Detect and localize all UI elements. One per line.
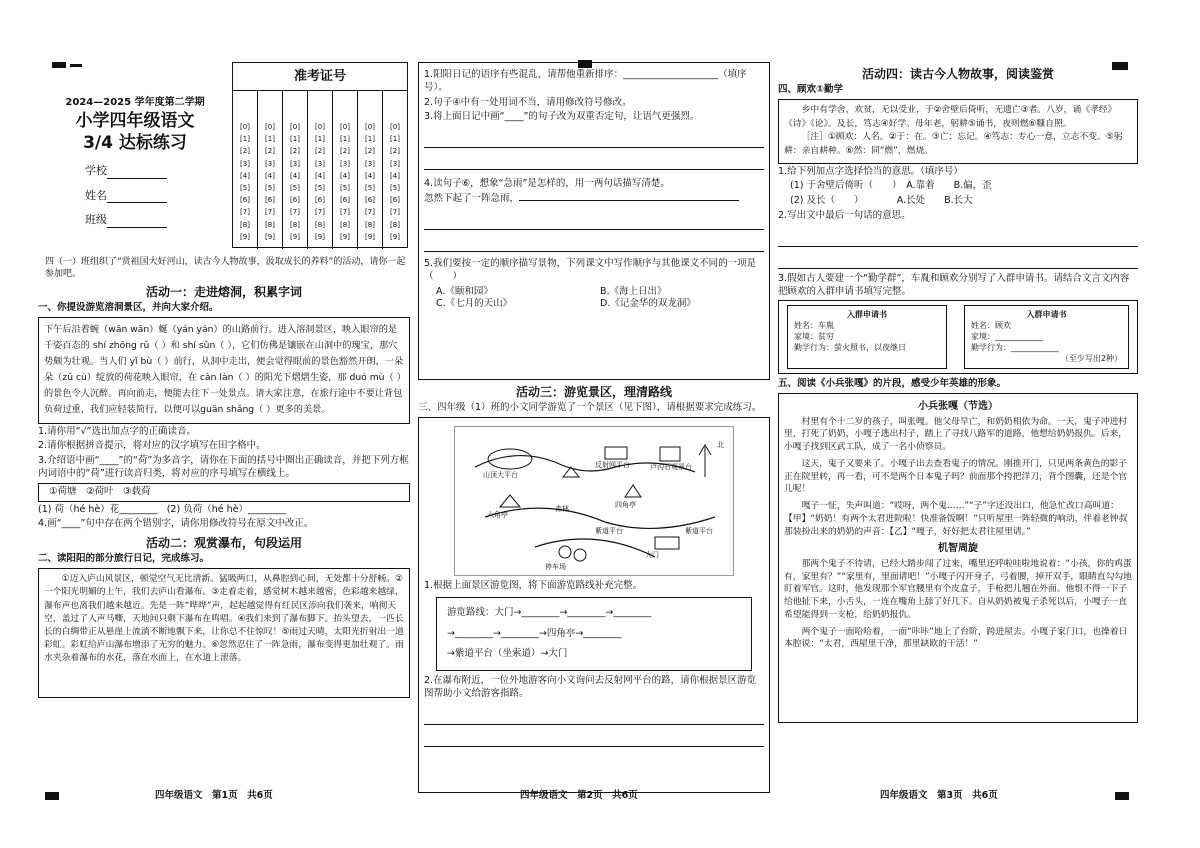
story-paragraph: 嘎子一怔，失声叫道：“哎呀，两个鬼……”“子”字还没出口，他急忙改口高叫道：【甲】“奶奶！有两个太君进院啦！快准备饭啊！”只听屋里一阵轻微的响动，伴着老钟叔那装扮出来的奶奶的声音：【乙】“嘎子，好好把太君往屋里请。”	[784, 501, 1128, 537]
exam-id-digit[interactable]: [2]	[240, 147, 250, 156]
map-label: 四角亭	[615, 501, 636, 509]
answer-line[interactable]	[424, 230, 764, 252]
classical-text: 乡中有学舍，欢贫，无以受业，于②舍壁后倚听，无遗亡③者。八岁，诵《孝经》《诗》《论》。及长，笃志④好学。母年老，躬耕⑤诵书，夜则燃⑥糠自照。	[784, 105, 1117, 129]
exam-id-digit[interactable]: [8]	[265, 220, 275, 229]
activity-4-title: 活动四：读古今人物故事，阅读鉴赏	[861, 67, 1054, 81]
exam-id-digit[interactable]: [8]	[340, 220, 350, 229]
exam-id-digit[interactable]: [4]	[390, 171, 400, 180]
story-subheading: 机智周旋	[938, 543, 978, 555]
exam-id-digit[interactable]: [4]	[340, 171, 350, 180]
exam-id-digit[interactable]: [3]	[265, 159, 275, 168]
q3-2: 2.在瀑布附近，一位外地游客向小文询问去反射网平台的路，请你根据景区游览图帮助小文给游客指路。	[424, 675, 757, 700]
route-line[interactable]: 游览路线：大门→________→________→________	[447, 606, 652, 618]
footer-page-1: 四年级语文 第1页 共6页	[155, 790, 273, 801]
passage-box	[38, 317, 410, 424]
column-3	[778, 62, 1138, 723]
registration-mark	[45, 792, 59, 800]
school-field[interactable]: 学校	[85, 164, 225, 179]
map-label: 卢沟石观景台	[650, 463, 692, 471]
intro-text: 四（一）班组织了“赏祖国大好河山，读古今人物故事，汲取成长的养料”的活动，请你一起参加吧。	[45, 257, 406, 280]
option-c[interactable]: C.《七月的天山》	[436, 298, 513, 310]
answer-line[interactable]	[424, 148, 764, 170]
diary-box	[38, 568, 410, 698]
exam-id-digit[interactable]: [3]	[390, 159, 400, 168]
title-block	[45, 96, 225, 228]
map-label: 六角亭	[487, 511, 508, 519]
exam-id-digit[interactable]: [7]	[290, 208, 300, 217]
answer-line[interactable]	[424, 703, 764, 725]
exam-id-digit[interactable]: [6]	[340, 196, 350, 205]
exam-id-digit[interactable]: [8]	[290, 220, 300, 229]
exam-id-digit[interactable]: [2]	[365, 147, 375, 156]
name-field[interactable]: 姓名	[85, 189, 225, 204]
exam-id-digit[interactable]: [0]	[390, 123, 400, 131]
exam-id-grid[interactable]	[233, 91, 407, 249]
q2-4-start[interactable]: 忽然下起了一阵急雨，	[424, 193, 764, 206]
exam-id-digit[interactable]: [5]	[365, 184, 375, 193]
registration-mark	[70, 64, 82, 67]
exam-id-digit[interactable]: [7]	[365, 208, 375, 217]
exam-id-digit[interactable]: [4]	[265, 171, 275, 180]
exam-id-digit[interactable]: [7]	[240, 208, 250, 217]
map-label: 紫道平台	[595, 527, 623, 535]
exam-id-column[interactable]	[308, 91, 333, 249]
route-box[interactable]	[436, 597, 752, 671]
q2-1[interactable]: 1.阳阳日记的语序有些混乱，请帮他重新排序：____________________（填序号）。	[424, 69, 747, 93]
north-label: 北	[717, 441, 724, 449]
exam-id-digit[interactable]: [2]	[315, 147, 325, 156]
exam-id-digit[interactable]: [6]	[390, 196, 400, 205]
story-title: 小兵张嘎（节选）	[918, 401, 998, 413]
story-box	[778, 393, 1138, 723]
exam-id-digit[interactable]: [2]	[340, 147, 350, 156]
activity-3-title: 活动三：游览景区，理清路线	[515, 385, 672, 399]
activity-3-box	[418, 417, 770, 793]
question-3-heading: 三、四年级（1）班的小文同学游览了一个景区（见下图），请根据要求完成练习。	[418, 402, 762, 414]
exam-id-digit[interactable]: [4]	[315, 171, 325, 180]
exam-id-digit[interactable]: [1]	[340, 135, 350, 144]
activity-2-title: 活动二：观赏瀑布，句段运用	[145, 536, 302, 551]
exam-id-digit[interactable]: [0]	[290, 123, 300, 131]
exam-id-digit[interactable]: [0]	[365, 123, 375, 131]
question-1-heading: 一、你提设游览溶洞景区，并向大家介绍。	[38, 302, 219, 314]
exam-id-digit[interactable]: [9]	[265, 232, 275, 241]
q4-1-1[interactable]: (1) 于舍壁后倚听（ ） A.靠着 B.偏，歪	[790, 180, 992, 192]
exam-id-digit[interactable]: [7]	[390, 208, 400, 217]
option-a[interactable]: A.《颐和园》	[436, 285, 493, 297]
q4-2: 2.写出文中最后一句话的意思。	[778, 209, 911, 221]
exam-id-digit[interactable]: [0]	[265, 123, 275, 131]
exam-id-digit[interactable]: [9]	[365, 232, 375, 241]
exam-id-digit[interactable]: [9]	[240, 232, 250, 241]
answer-line[interactable]	[778, 247, 1138, 269]
exam-id-digit[interactable]: [0]	[240, 123, 250, 131]
exam-id-digit[interactable]: [6]	[315, 196, 325, 205]
exam-id-column[interactable]	[333, 91, 358, 249]
exam-id-digit[interactable]: [5]	[390, 184, 400, 193]
registration-mark	[1115, 792, 1129, 800]
exam-id-digit[interactable]: [3]	[365, 159, 375, 168]
exam-id-digit[interactable]: [7]	[315, 208, 325, 217]
school-year: 2024—2025 学年度第二学期	[65, 97, 205, 108]
application-box	[778, 300, 1138, 374]
answer-line[interactable]	[424, 208, 764, 230]
exam-id-digit[interactable]: [1]	[240, 135, 250, 144]
exam-id-box[interactable]	[232, 62, 408, 248]
map-drawing	[455, 427, 745, 575]
q1-1: 1.请你用“√”选出加点字的正确读音。	[38, 425, 196, 437]
exam-id-digit[interactable]: [2]	[265, 147, 275, 156]
registration-mark	[52, 62, 66, 68]
exam-id-digit[interactable]: [4]	[240, 171, 250, 180]
exam-id-digit[interactable]: [7]	[340, 208, 350, 217]
activity-1-title: 活动一：走进熔洞，积累字词	[145, 285, 302, 299]
activity-1	[38, 280, 410, 698]
exam-id-column[interactable]	[233, 91, 258, 249]
q4-1: 1.给下列加点字选择恰当的意思。（填序号）	[778, 165, 963, 177]
exam-id-digit[interactable]: [9]	[315, 232, 325, 241]
route-line[interactable]: →________→________→四角亭→________	[447, 627, 622, 639]
exam-id-digit[interactable]: [1]	[265, 135, 275, 144]
exam-id-column[interactable]	[283, 91, 308, 249]
application-card-2[interactable]: 入群申请书 姓名：顾欢 家境：____________ 勤学行为：____________ （至少写出2种）	[964, 305, 1129, 369]
q4-1-2[interactable]: (2) 及长（ ） A.长处 B.长大	[790, 195, 973, 207]
map-label: 反射网平台	[595, 461, 630, 469]
exam-id-digit[interactable]: [6]	[240, 196, 250, 205]
class-field[interactable]: 班级	[85, 213, 225, 228]
notes: ［注］①顾欢：人名。②于：在。③亡：忘记。④笃志：专心一意，立志不变。⑤躬耕：亲自耕种。⑥然：同“燃”，燃烧。	[784, 132, 1123, 156]
q2-5: 5.我们要按一定的顺序描写景物，下列课文中写作顺序与其他课文不同的一项是（ ）	[424, 257, 757, 282]
q2-2: 2.句子④中有一处用词不当，请用修改符号修改。	[424, 96, 632, 108]
exam-id-digit[interactable]: [6]	[365, 196, 375, 205]
exam-id-digit[interactable]: [3]	[240, 159, 250, 168]
column-2	[418, 62, 770, 793]
exam-id-digit[interactable]: [3]	[340, 159, 350, 168]
map-label: 紫道平台	[685, 527, 713, 535]
option-d[interactable]: D.《记金华的双龙洞》	[600, 298, 696, 310]
map-label: 山顶大平台	[483, 471, 518, 479]
exam-id-digit[interactable]: [1]	[290, 135, 300, 144]
exam-id-column[interactable]	[258, 91, 283, 249]
exam-id-digit[interactable]: [3]	[315, 159, 325, 168]
footer-page-3: 四年级语文 第3页 共6页	[880, 790, 998, 801]
question-2-heading: 二、读阳阳的部分旅行日记，完成练习。	[38, 553, 210, 565]
word-box: ①荷塘 ②荷叶 ③载荷	[38, 483, 410, 502]
exam-id-digit[interactable]: [5]	[290, 184, 300, 193]
exam-id-digit[interactable]: [5]	[315, 184, 325, 193]
q1-3-answers[interactable]: (1) 荷（hé hè）花________ (2) 负荷（hé hè）________	[38, 503, 286, 515]
options	[436, 286, 764, 312]
page-title: 小学四年级语文	[75, 110, 195, 131]
exam-id-digit[interactable]: [9]	[290, 232, 300, 241]
page-subtitle: 3/4 达标练习	[83, 132, 187, 153]
exam-id-digit[interactable]: [5]	[340, 184, 350, 193]
exam-id-digit[interactable]: [5]	[240, 184, 250, 193]
exam-id-digit[interactable]: [9]	[390, 232, 400, 241]
exam-id-column[interactable]	[383, 91, 407, 249]
story-paragraph: 这天，鬼子又要来了。小嘎子出去查看鬼子的情况。刚推开门，只见两条黄色的影子正在院里转，再一看，可不是两个日本鬼子吗？前面那个挎把洋刀，背个图囊，还是个官儿呢！	[784, 458, 1128, 495]
diary-text: ①迈入庐山风景区，顿觉空气无比清新。猛吸两口，从鼻腔到心间，无处都十分舒畅。②一个阳光明媚的上午，我们去庐山看瀑布。③走着走着，感觉树木越来越密，色彩越来越绿，瀑布声也离我们越来越近。先是一阵“哗哗”声，起起越觉得有红民区添向我们袭来，响彻天空，盖过了人声马嘶，天地间只剩下瀑布在鸣唱。④我们来到了瀑布脚下。抬头望去，一匹长长的白绸带正从悬崖上流淌不断地飘下来，让你总不住惊叹！⑤雨过天晴，太阳光折射出一道彩虹。彩虹给庐山瀑布增添了无穷的魅力。⑥忽然忍住了一阵急雨，瀑布变得更加壮观了。雨水夹杂着瀑布的水花，落在水面上，在水道上滚落。	[44, 574, 404, 664]
exam-id-digit[interactable]: [4]	[290, 171, 300, 180]
footer-page-2: 四年级语文 第2页 共6页	[520, 790, 638, 801]
classical-text-box	[778, 99, 1138, 164]
exam-id-digit[interactable]: [2]	[390, 147, 400, 156]
exam-id-digit[interactable]: [0]	[315, 123, 325, 131]
exam-id-digit[interactable]: [8]	[240, 220, 250, 229]
exam-id-digit[interactable]: [0]	[340, 123, 350, 131]
exam-id-digit[interactable]: [8]	[365, 220, 375, 229]
q1-2: 2.请你根据拼音提示，将对应的汉字填写在田字格中。	[38, 440, 266, 452]
story-paragraph: 那两个鬼子不待请，已经大踏步闯了过来，嘴里还呼啦哇啦地说着：“小孩，你的鸡蛋有，家里有？”“家里有，里面请吧！”小嘎子闪开身子，弓着腰，掉开双手，眼睛直勾勾地盯着军官。这时，他发现那个军官腰里有个皮盒子，手枪把儿翘在外面。他恨不得一下子给他扯下来，小舌头，一连在嘴角上舔了好几下。自从奶奶被鬼子杀死以后，小嘎子一直希望能得到一支枪，给奶奶报仇。	[784, 558, 1132, 620]
activity-2-questions	[418, 62, 770, 380]
exam-id-digit[interactable]: [8]	[315, 220, 325, 229]
exam-id-digit[interactable]: [7]	[265, 208, 275, 217]
exam-id-digit[interactable]: [4]	[365, 171, 375, 180]
answer-line[interactable]	[424, 126, 764, 148]
q3-1: 1.根据上面景区游览图，将下面游览路线补充完整。	[424, 580, 643, 591]
story-paragraph: 村里有个十二岁的孩子，叫张嘎。他父母早亡，和奶奶相依为命。一天，鬼子冲进村里，打死了奶奶，小嘎子逃出村子，踏上了寻找八路军的道路，他想给奶奶报仇。后来，小嘎子找到区武工队，成了一名小侦察员。	[784, 416, 1128, 453]
passage-text: 下午后沿着蜿（wān wān）蜒（yán yán）的山路前行。进入溶洞景区，映入眼帘的是千姿百态的 shí zhōng rǔ（ ）和 shí sǔn（ ），它们仿佛是镶嵌在山洞中的瑰宝，那穴势颇为壮观。当人们 yǐ bù（ ）前行，从洞中走出，便会觉得眼前的景色豁然开朗，一朵朵（zū cù）绽放的荷花映入眼帘，在 càn làn（ ）的阳光下熠熠生姿，那 duó mù（ ）的景色令人沉醉。再向前走，便能去往下一处景点。请大家注意，在旅行途中不要让背包负荷过重，我们应轻装简行，以便可以guān shǎng（ ）更多的美景。	[44, 324, 404, 416]
exam-id-digit[interactable]: [9]	[340, 232, 350, 241]
option-b[interactable]: B.《海上日出》	[600, 285, 667, 297]
answer-line[interactable]	[424, 725, 764, 747]
exam-id-digit[interactable]: [1]	[390, 135, 400, 144]
exam-id-title: 准考证号	[233, 63, 407, 91]
application-card-1: 入群申请书 姓名：车胤 家境：贫穷 勤学行为：萤火照书，以夜继日	[787, 305, 947, 369]
map-label: 森林	[555, 505, 569, 513]
map-label: 停车场	[545, 563, 566, 571]
answer-line[interactable]	[778, 225, 1138, 247]
question-4-heading: 四、顾欢①勤学	[778, 84, 844, 96]
q1-3: 3.介绍语中画“____”的“荷”为多音字，请你在下面的括号中圈出正确读音，并把下列方框内词语中的“荷”进行读音归类，将对应的序号填写在横线上。	[38, 455, 409, 479]
exam-id-digit[interactable]: [1]	[365, 135, 375, 144]
q2-4: 4.读句子⑥，想象“急雨”是怎样的，用一两句话描写清楚。	[424, 178, 670, 190]
exam-id-digit[interactable]: [8]	[390, 220, 400, 229]
story-paragraph: 两个鬼子一面哈哈着，一面“咔咔”地上了台阶，跨进屋去。小嘎子家门口，也操着日本腔说：“太君，西屋里干净，那里缺欧的干活！”	[784, 626, 1128, 650]
exam-id-digit[interactable]: [1]	[315, 135, 325, 144]
exam-id-column[interactable]	[358, 91, 383, 249]
exam-id-digit[interactable]: [6]	[265, 196, 275, 205]
q1-4: 4.画“____”句中存在两个错别字，请你用修改符号在原文中改正。	[38, 518, 314, 530]
question-5-heading: 五、阅读《小兵张嘎》的片段，感受少年英雄的形象。	[778, 378, 1007, 390]
q2-3: 3.将上面日记中画“____”的句子改为双重否定句，让语气更强烈。	[424, 111, 700, 123]
route-line[interactable]: →紫道平台（坐索道）→大门	[447, 648, 568, 660]
scenic-map	[454, 426, 734, 576]
q4-3: 3.假如古人要建一个“勤学群”，车胤和顾欢分别写了入群申请书。请结合文言文内容把顾欢的入群申请书填写完整。	[778, 272, 1130, 297]
exam-id-digit[interactable]: [3]	[290, 159, 300, 168]
exam-id-digit[interactable]: [6]	[290, 196, 300, 205]
exam-id-digit[interactable]: [5]	[265, 184, 275, 193]
map-label: 大门	[645, 551, 659, 559]
exam-id-digit[interactable]: [2]	[290, 147, 300, 156]
